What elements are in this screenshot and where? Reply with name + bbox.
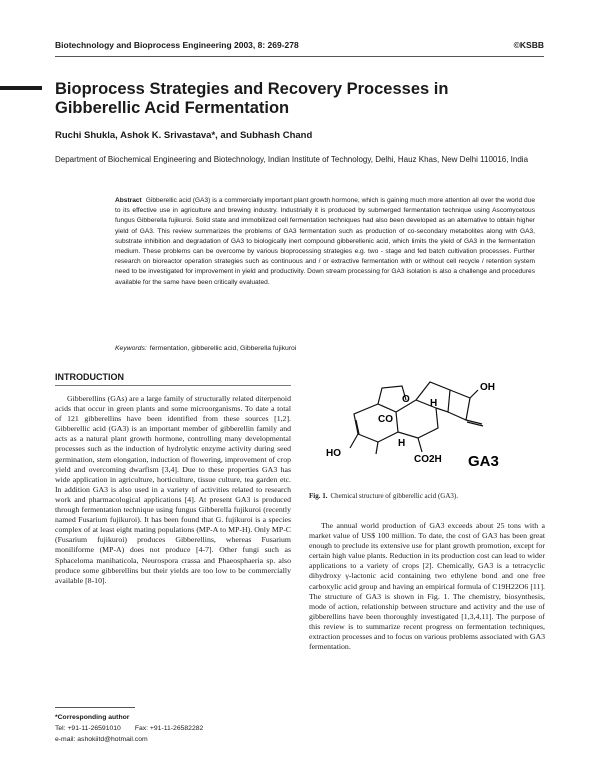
atom-label-co: CO (378, 414, 393, 425)
keywords-label: Keywords: (115, 345, 147, 352)
section-heading: INTRODUCTION (55, 372, 124, 382)
paper-title: Bioprocess Strategies and Recovery Processes in Gibberellic Acid Fermentation (55, 80, 449, 117)
cooh-bond (418, 438, 422, 452)
atom-label-h1: H (430, 398, 438, 409)
abstract-text: Gibberellic acid (GA3) is a commercially important plant growth hormone, which is gaining much more attention all over the world due to its effective use in agriculture and brewing industry. Industrially it is produced by submerged fermentation technique using Ascomycetous fungus Gibberella fujikuroi. Solid state and immobilized cell fermentation techniques had also been developed as an alternative to obtain higher yield of GA3. This review summarizes the problems of GA3 fermentation such as production of co-secondary metabolites along with GA3, substrate inhibition and degradation of GA3 to biologically inert compound gibberellenic acid, which limits the yield of GA3 in the fermentation medium. These problems can be overcome by various bioprocessing strategies e.g. two - stage and fed batch cultivation processes. Further research on bioreactor operation strategies such as continuous and / or extractive fermentation with or without cell recycle / retention system need to be investigated for improvement in yield and productivity. Down stream processing for GA3 isolation is also a challenge and procedures available for the same have been critically evaluated. (115, 197, 535, 286)
atom-label-h2: H (398, 438, 406, 449)
abstract-label: Abstract (115, 197, 142, 204)
title-marker-bar (0, 86, 42, 90)
journal-header: Biotechnology and Bioprocess Engineering 2003, 8: 269-278 (55, 40, 299, 50)
atom-label-oh: OH (480, 382, 495, 393)
figure-caption-text: Chemical structure of gibberellic acid (GA3). (330, 492, 458, 500)
compound-label: GA3 (468, 453, 499, 470)
keywords-text: fermentation, gibberellic acid, Gibberella fujikuroi (149, 345, 297, 352)
fax: Fax: +91-11-26582282 (134, 725, 204, 732)
abstract (115, 196, 535, 288)
contact-phone-fax (55, 725, 203, 732)
ga3-structure-figure (318, 376, 530, 472)
corresponding-author-note: *Corresponding author (55, 714, 130, 721)
oh-bond (470, 390, 478, 398)
body-right-column: The annual world production of GA3 exceeds about 25 tons with a market value of US$ 100 million. To date, the cost of GA3 has been great enough to preclude its extensive use for plant growth promotion, except for certain high value plants. Reduction in its production cost can lead to wider applications to a variety of crops [2]. Chemically, GA3 is a tetracyclic dihydroxy γ-lactonic acid containing two ethylene bond and one free carboxylic acid group and having an empirical formula of C19H22O6 [11]. The structure of GA3 is shown in Fig. 1. The chemistry, biosynthesis, mode of action, relationship between structure and activity and the use of gibberellins have been thoroughly investigated [1,3,4,11]. The purpose of this review is to summarize recent progress on fermentation techniques, extraction processes and to focus on various problems associated with GA3 fermentation. (309, 521, 545, 652)
methyl-bond (376, 442, 378, 454)
atom-label-co2h: CO2H (414, 454, 442, 465)
author-list: Ruchi Shukla, Ashok K. Srivastava*, and Subhash Chand (55, 130, 313, 141)
figure-caption-label: Fig. 1. (309, 492, 328, 500)
figure-caption (309, 492, 545, 500)
body-left-column: Gibberellins (GAs) are a large family of structurally related diterpenoid acids that occur in green plants and some microorganisms. To date a total of 121 gibberellins have been identified from these sources [1,2]. Gibberellic acid (GA3) is an important member of gibberellin family and acts as a natural plant growth hormone, controlling many developmental processes such as the induction of hydrolytic enzyme activity during seed germination, stem elongation, induction of flowering, improvement of crop yield and overcoming dwarfism [3,4]. Due to these properties GA3 has wide application in agriculture, horticulture, tissue culture, tea garden etc. In addition GA3 is also used in a variety of activities related to research work and pharmacological applications [4]. At present GA3 is produced through fermentation technique using fungus Gibberella fujikuroi (recently named Fusarium fujikuroi). It has been found that G. fujikuroi is a species complex of at least eight mating populations (MP-A to MP-H). Only MP-C (Fusarium fujikuroi) produces Gibberellins, whereas Fusarium moniliforme (MP-A) does not produce [4-7]. Other fungi such as Sphaceloma manihaticola, Neurospora crassa and Phaeosphaeria sp. also produce some gibberellins but their yields are too low to be commercially available [8-10]. (55, 394, 291, 585)
atom-label-ho: HO (326, 448, 341, 459)
section-divider (55, 385, 291, 386)
ho-bond (350, 434, 358, 448)
affiliation: Department of Biochemical Engineering and Biotechnology, Indian Institute of Technology, Delhi, Hauz Khas, New Delhi 110016, India (55, 155, 529, 164)
telephone: Tel: +91-11-26591010 (55, 725, 121, 732)
copyright-label: ©KSBB (513, 40, 544, 50)
contact-email: e-mail: ashokiitd@hotmail.com (55, 736, 148, 743)
header-divider (55, 56, 544, 57)
atom-label-o: O (402, 394, 410, 405)
keywords (115, 345, 535, 352)
ring-d (448, 390, 470, 420)
footnote-divider (55, 707, 135, 708)
